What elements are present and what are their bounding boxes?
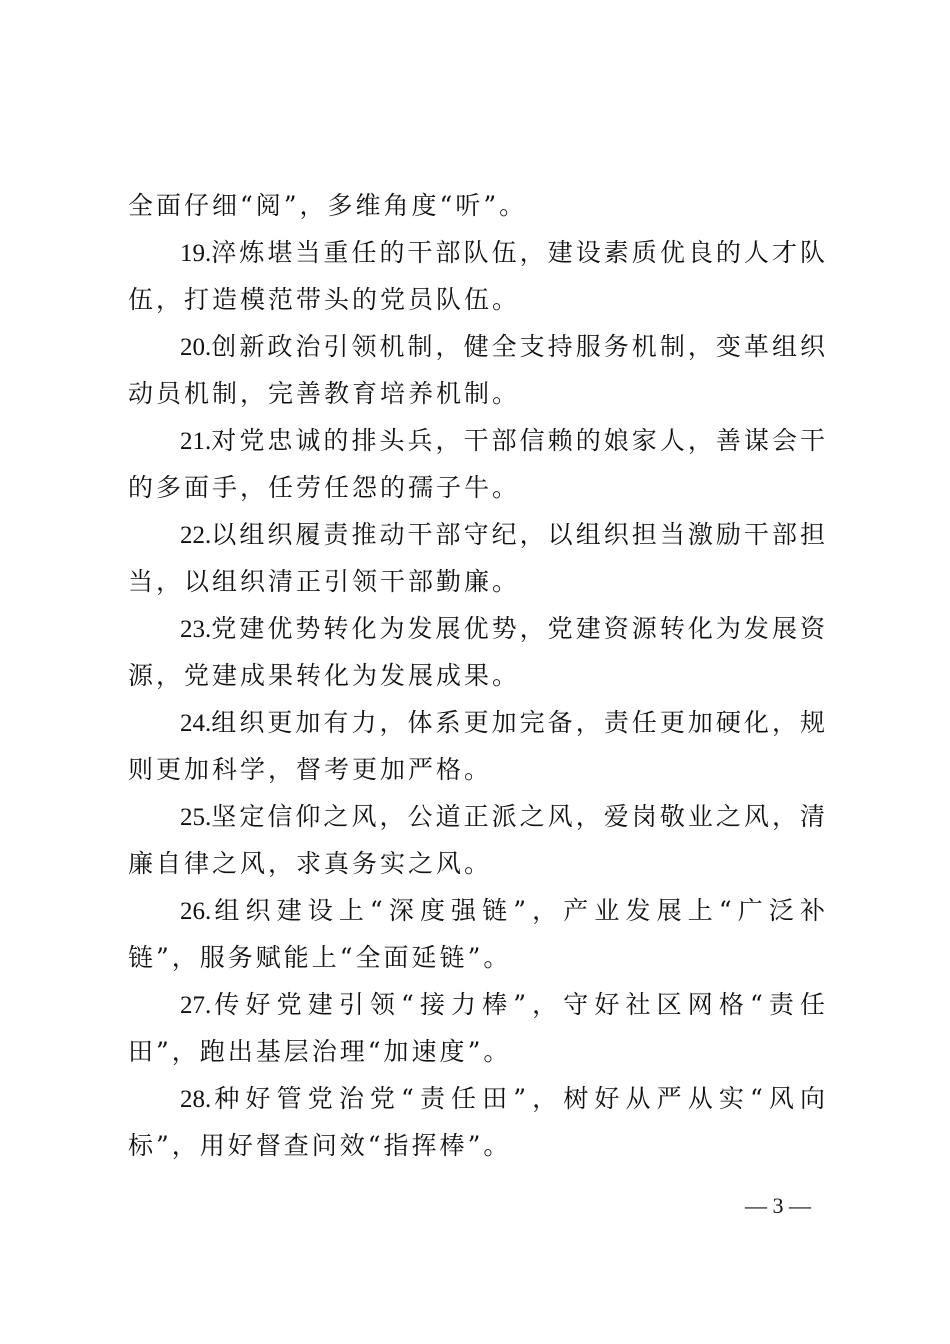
item-text: 组织更加有力，体系更加完备，责任更加硬化，规则更加科学，督考更加严格。 [128,707,828,784]
item-text: 党建优势转化为发展优势，党建资源转化为发展资源，党建成果转化为发展成果。 [128,613,828,690]
item-text: 传好党建引领“接力棒”，守好社区网格“责任田”，跑出基层治理“加速度”。 [128,989,828,1066]
item-text: 坚定信仰之风，公道正派之风，爱岗敬业之风，清廉自律之风，求真务实之风。 [128,801,828,878]
item-text: 淬炼堪当重任的干部队伍，建设素质优良的人才队伍，打造模范带头的党员队伍。 [128,237,828,314]
list-item [128,982,828,1076]
item-number: 27. [180,991,212,1019]
item-number: 23. [180,615,212,643]
item-text: 对党忠诚的排头兵，干部信赖的娘家人，善谋会干的多面手，任劳任怨的孺子牛。 [128,425,828,502]
item-text: 组织建设上“深度强链”，产业发展上“广泛补链”，服务赋能上“全面延链”。 [128,895,828,972]
item-text: 种好管党治党“责任田”，树好从严从实“风向标”，用好督查问效“指挥棒”。 [128,1083,828,1160]
item-number: 28. [180,1085,212,1113]
item-number: 22. [180,521,212,549]
list-item [128,324,828,418]
list-item [128,512,828,606]
list-item [128,418,828,512]
list-item [128,606,828,700]
list-item [128,230,828,324]
item-number: 25. [180,803,212,831]
page-number: — 3 — [745,1193,811,1218]
item-number: 20. [180,333,212,361]
item-text: 以组织履责推动干部守纪，以组织担当激励干部担当，以组织清正引领干部勤廉。 [128,519,828,596]
document-body [128,183,828,1170]
list-item [128,794,828,888]
list-item [128,888,828,982]
item-number: 26. [180,897,212,925]
list-item [128,1076,828,1170]
list-item [128,700,828,794]
item-number: 24. [180,709,212,737]
intro-paragraph: 全面仔细“阅”，多维角度“听”。 [128,191,528,220]
item-number: 21. [180,427,212,455]
item-text: 创新政治引领机制，健全支持服务机制，变革组织动员机制，完善教育培养机制。 [128,331,828,408]
item-number: 19. [180,239,212,267]
